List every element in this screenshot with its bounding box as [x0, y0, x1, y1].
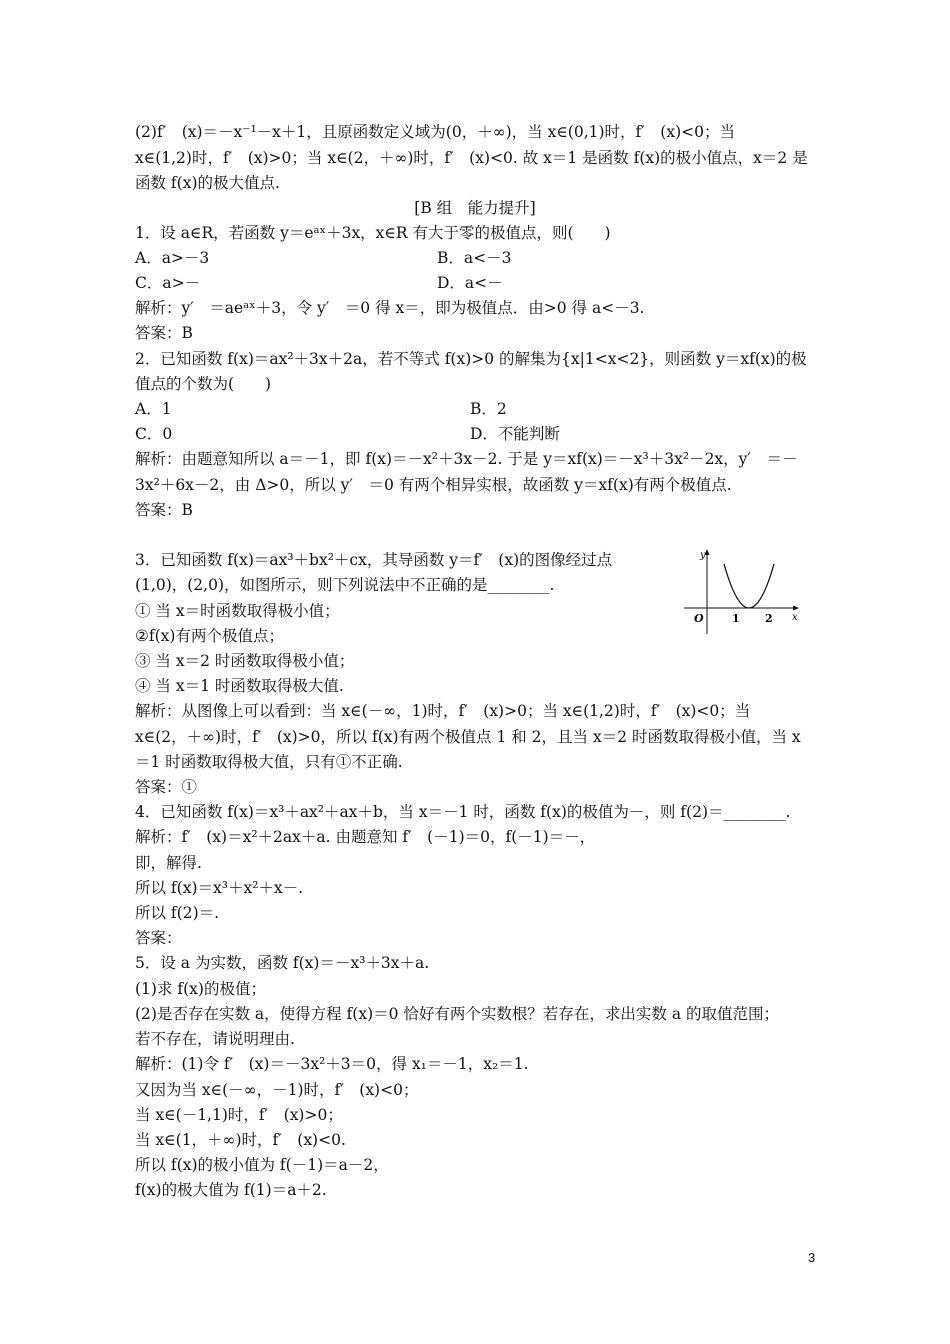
option-d: D．a<－	[437, 274, 503, 292]
derivative-graph	[678, 546, 810, 638]
option-c: C．a>－	[135, 274, 201, 292]
x-label: x	[792, 612, 798, 623]
option-b: B．a<－3	[437, 249, 512, 267]
statement-4: ④ 当 x＝1 时函数取得极大值.	[135, 677, 344, 695]
answer-line: 答案：	[135, 929, 182, 947]
solution-line: 所以 f(x)的极小值为 f(－1)＝a－2，	[135, 1156, 389, 1174]
statement-1: ① 当 x＝时函数取得极小值；	[135, 602, 340, 620]
solution-line: 所以 f(x)＝x³＋x²＋x－.	[135, 879, 304, 897]
solution-line: f(x)的极大值为 f(1)＝a＋2.	[135, 1181, 327, 1199]
statement-3: ③ 当 x＝2 时函数取得极小值；	[135, 652, 355, 670]
option-a: A．1	[135, 400, 172, 418]
text-line: 函数 f(x)的极大值点.	[135, 174, 280, 192]
solution-line: ＝1 时函数取得极大值，只有①不正确.	[135, 753, 403, 771]
y-label: y	[700, 550, 706, 561]
solution-line: 又因为当 x∈(－∞，－1)时，f′ (x)<0；	[135, 1081, 419, 1099]
question-1: 1．设 a∈R，若函数 y＝eᵃˣ＋3x，x∈R 有大于零的极值点，则( )	[135, 224, 611, 242]
tick-label-2: 2	[765, 612, 773, 625]
question-3-cont: (1,0)，(2,0)，如图所示，则下列说法中不正确的是________.	[135, 576, 555, 594]
answer-line: 答案：①	[135, 778, 198, 796]
solution-line: 即，解得.	[135, 854, 202, 872]
solution-line: 解析：f′ (x)＝x²＋2ax＋a. 由题意知 f′ (－1)＝0，f(－1)＝－，	[135, 828, 596, 846]
x-arrow	[793, 606, 799, 611]
section-title: [B 组 能力提升]	[414, 199, 536, 217]
text-line: x∈(1,2)时，f′ (x)>0；当 x∈(2，＋∞)时，f′ (x)<0. 故 x＝1 是函数 f(x)的极小值点，x＝2 是	[135, 149, 808, 167]
page-number: 3	[808, 1250, 816, 1265]
text-line: (2)f′ (x)＝－x⁻¹－x＋1，且原函数定义域为(0，＋∞)，当 x∈(0,1)时，f′ (x)<0；当	[135, 123, 735, 141]
option-a: A．a>－3	[135, 249, 210, 267]
solution-line: 解析：y′ ＝aeᵃˣ＋3，令 y′ ＝0 得 x＝，即为极值点．由>0 得 a<－3.	[135, 299, 645, 317]
question-4: 4．已知函数 f(x)＝x³＋ax²＋ax＋b，当 x＝－1 时，函数 f(x)的极值为－，则 f(2)＝________.	[135, 803, 791, 821]
answer-line: 答案：B	[135, 324, 193, 342]
statement-2: ②f(x)有两个极值点；	[135, 627, 284, 645]
solution-line: 3x²＋6x－2，由 Δ>0，所以 y′ ＝0 有两个相异实根，故函数 y＝xf(x)有两个极值点.	[135, 476, 732, 494]
option-b: B．2	[470, 400, 507, 418]
solution-line: 解析：(1)令 f′ (x)＝－3x²＋3＝0，得 x₁＝－1，x₂＝1.	[135, 1055, 529, 1073]
solution-line: 所以 f(2)＝.	[135, 904, 220, 922]
question-5: 5．设 a 为实数，函数 f(x)＝－x³＋3x＋a.	[135, 954, 430, 972]
question-5-part-2: (2)是否存在实数 a，使得方程 f(x)＝0 恰好有两个实数根？若存在，求出实数 a 的取值范围；	[135, 1005, 780, 1023]
solution-line: x∈(2，＋∞)时，f′ (x)>0，所以 f(x)有两个极值点 1 和 2，且当 x＝2 时函数取得极小值，当 x	[135, 728, 801, 746]
question-2-cont: 值点的个数为( )	[135, 375, 272, 393]
question-5-part-1: (1)求 f(x)的极值；	[135, 980, 266, 998]
question-5-part-2-cont: 若不存在，请说明理由.	[135, 1030, 295, 1048]
solution-line: 当 x∈(1，＋∞)时，f′ (x)<0.	[135, 1131, 346, 1149]
option-d: D．不能判断	[470, 425, 560, 443]
solution-line: 解析：从图像上可以看到：当 x∈(－∞，1)时，f′ (x)>0；当 x∈(1,2)时，f′ (x)<0；当	[135, 702, 751, 720]
parabola-curve	[724, 564, 774, 608]
solution-line: 当 x∈(－1,1)时，f′ (x)>0；	[135, 1106, 343, 1124]
answer-line: 答案：B	[135, 501, 193, 519]
question-2: 2．已知函数 f(x)＝ax²＋3x＋2a，若不等式 f(x)>0 的解集为{x|1<x<2}，则函数 y＝xf(x)的极	[135, 350, 807, 368]
question-3: 3．已知函数 f(x)＝ax³＋bx²＋cx，其导函数 y＝f′ (x)的图像经过点	[135, 551, 613, 569]
option-c: C．0	[135, 425, 173, 443]
solution-line: 解析：由题意知所以 a＝－1，即 f(x)＝－x²＋3x－2. 于是 y＝xf(x)＝－x³＋3x²－2x，y′ ＝－	[135, 450, 798, 468]
graph-svg	[678, 546, 810, 638]
tick-label-1: 1	[732, 612, 740, 625]
origin-label: O	[694, 612, 704, 625]
